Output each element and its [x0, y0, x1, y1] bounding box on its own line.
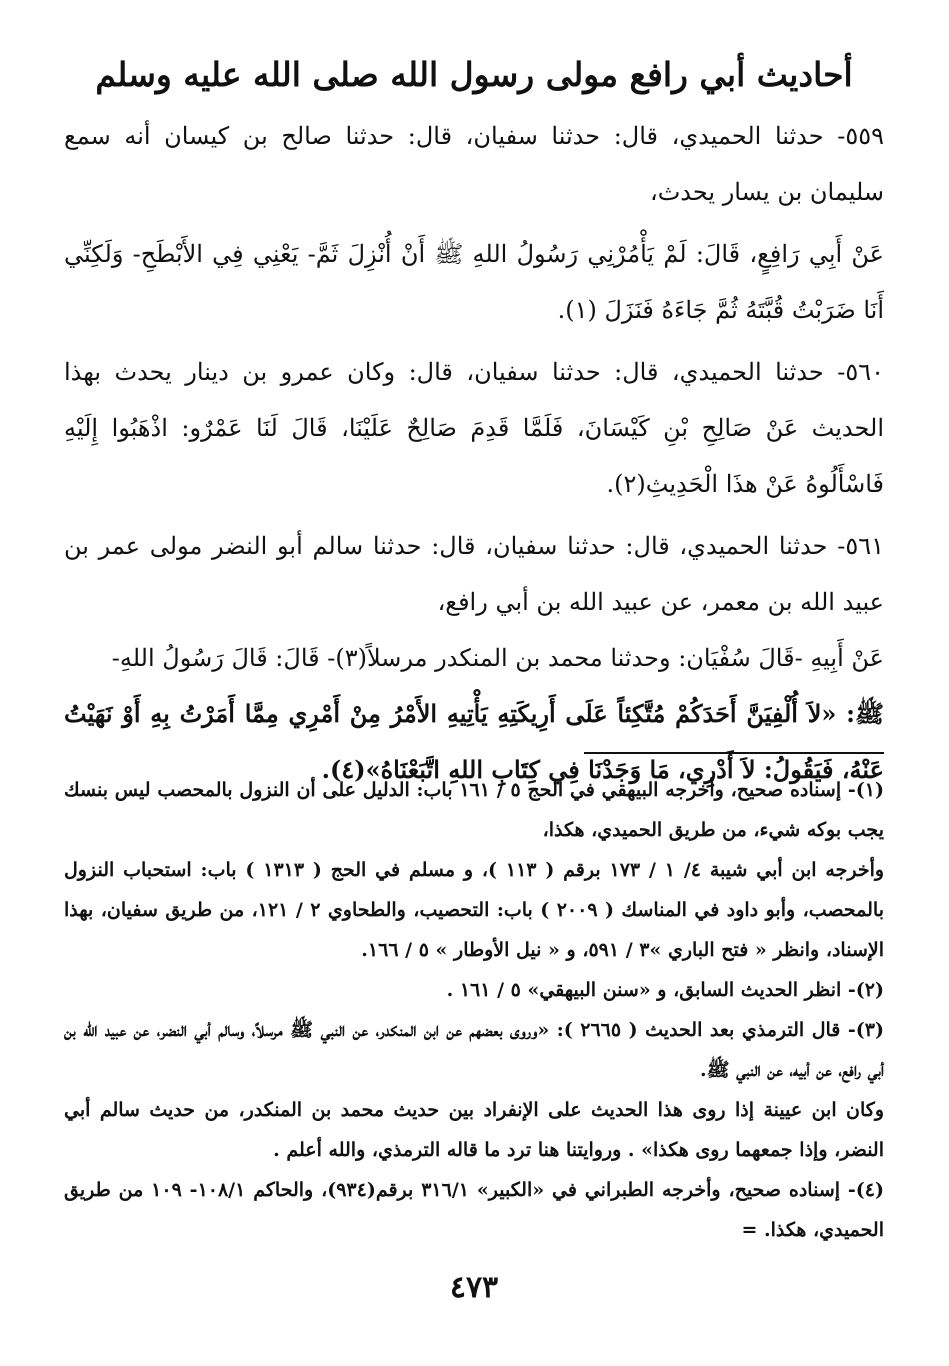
hadith-559-chain: ٥٥٩- حدثنا الحميدي، قال: حدثنا سفيان، قال: حدثنا صالح بن كيسان أنه سمع سليمان بن يسار يحدث، — [64, 122, 884, 206]
page-title: أحاديث أبي رافع مولى رسول الله صلى الله عليه وسلم — [95, 55, 853, 94]
footnote-1: (١)- إسناده صحيح، وأخرجه البيهقي في الحج ٥ / ١٦١ باب: الدليل على أن النزول بالمحصب ليس بنسك يجب بوكه شيء، من طريق الحميدي، هكذا، — [64, 779, 885, 841]
hadith-561-text: ﷺ: «لاَ أُلْفِيَنَّ أَحَدَكُمْ مُتَّكِئاً عَلَى أَرِيكَتِهِ يَأْتِيهِ الأَمْرُ مِنْ أَمْرِي مِمَّا أَمَرْتُ بِهِ أَوْ نَهَيْتُ عَنْهُ، فَيَقُولُ: لاَ أَدْرِي، مَا وَجَدْنَا فِي كِتَابِ اللهِ اتَّبَعْنَاهُ»(٤). — [64, 699, 884, 784]
footnotes — [64, 770, 884, 1250]
footnote-3: (٣)- قال الترمذي بعد الحديث ( ٢٦٦٥ ): «وروى بعضهم عن ابن المنكدر، عن النبي ﷺ مرسلاً، وسالم أبي النضر، عن عبيد الله بن أبي رافع، عن أبيه، عن النبي ﷺ. — [64, 1019, 884, 1081]
hadith-560-text: ٥٦٠- حدثنا الحميدي، قال: حدثنا سفيان، قال: وكان عمرو بن دينار يحدث بهذا الحديث عَنْ صَالِحِ بْنِ كَيْسَانَ، فَلَمَّا قَدِمَ صَالِحٌ عَلَيْنَا، قَالَ لَنَا عَمْرٌو: اذْهَبُوا إِلَيْهِ فَاسْأَلُوهُ عَنْ هذَا الْحَدِيثِ(٢). — [64, 358, 884, 498]
hadith-body — [64, 108, 884, 798]
hadith-559-text: عَنْ أَبِي رَافِعٍ، قَالَ: لَمْ يَأْمُرْنِي رَسُولُ اللهِ ﷺ أَنْ أُنْزِلَ ثَمَّ- يَعْنِي فِي الأَبْطَحِ- وَلَكِنِّي أَنَا ضَرَبْتُ قُبَّتَهُ ثُمَّ جَاءَهُ فَنَزَلَ (١). — [64, 240, 884, 324]
hadith-561-chain: ٥٦١- حدثنا الحميدي، قال: حدثنا سفيان، قال: حدثنا سالم أبو النضر مولى عمر بن عبيد الله بن معمر، عن عبيد الله بن أبي رافع، — [64, 532, 884, 616]
footnote-2: (٢)- انظر الحديث السابق، و «سنن البيهقي» ٥ / ١٦١ . — [446, 979, 884, 1001]
footnote-1-continued: وأخرجه ابن أبي شيبة ٤/ ١ / ١٧٣ برقم ( ١١٣ )، و مسلم في الحج ( ١٣١٣ ) باب: استحباب النزول بالمحصب، وأبو داود في المناسك ( ٢٠٠٩ ) باب: التحصيب، والطحاوي ٢ / ١٢١، من طريق سفيان، بهذا الإسناد، وانظر « فتح الباري »٣ / ٥٩١، و « نيل الأوطار » ٥ / ١٦٦. — [64, 859, 885, 961]
footnote-3-continued: وكان ابن عيينة إذا روى هذا الحديث على الإنفراد بين حديث محمد بن المنكدر، من حديث سالم أبي النضر، وإذا جمعهما روى هكذا» . وروايتنا هنا ترد ما قاله الترمذي، والله أعلم . — [64, 1099, 884, 1161]
document-page — [64, 48, 884, 1348]
footnote-4: (٤)- إسناده صحيح، وأخرجه الطبراني في «الكبير» ٣١٦/١ برقم(٩٣٤)، والحاكم ١٠٨/١- ١٠٩ من طريق الحميدي، هكذا. = — [64, 1179, 884, 1241]
footnote-divider — [584, 752, 884, 754]
hadith-561-narrator: عَنْ أَبِيهِ -قَالَ سُفْيَان: وحدثنا محمد بن المنكدر مرسلاً(٣)- قَالَ: قَالَ رَسُولُ اللهِ- — [111, 644, 884, 672]
page-number: ٤٧٣ — [449, 1270, 499, 1305]
